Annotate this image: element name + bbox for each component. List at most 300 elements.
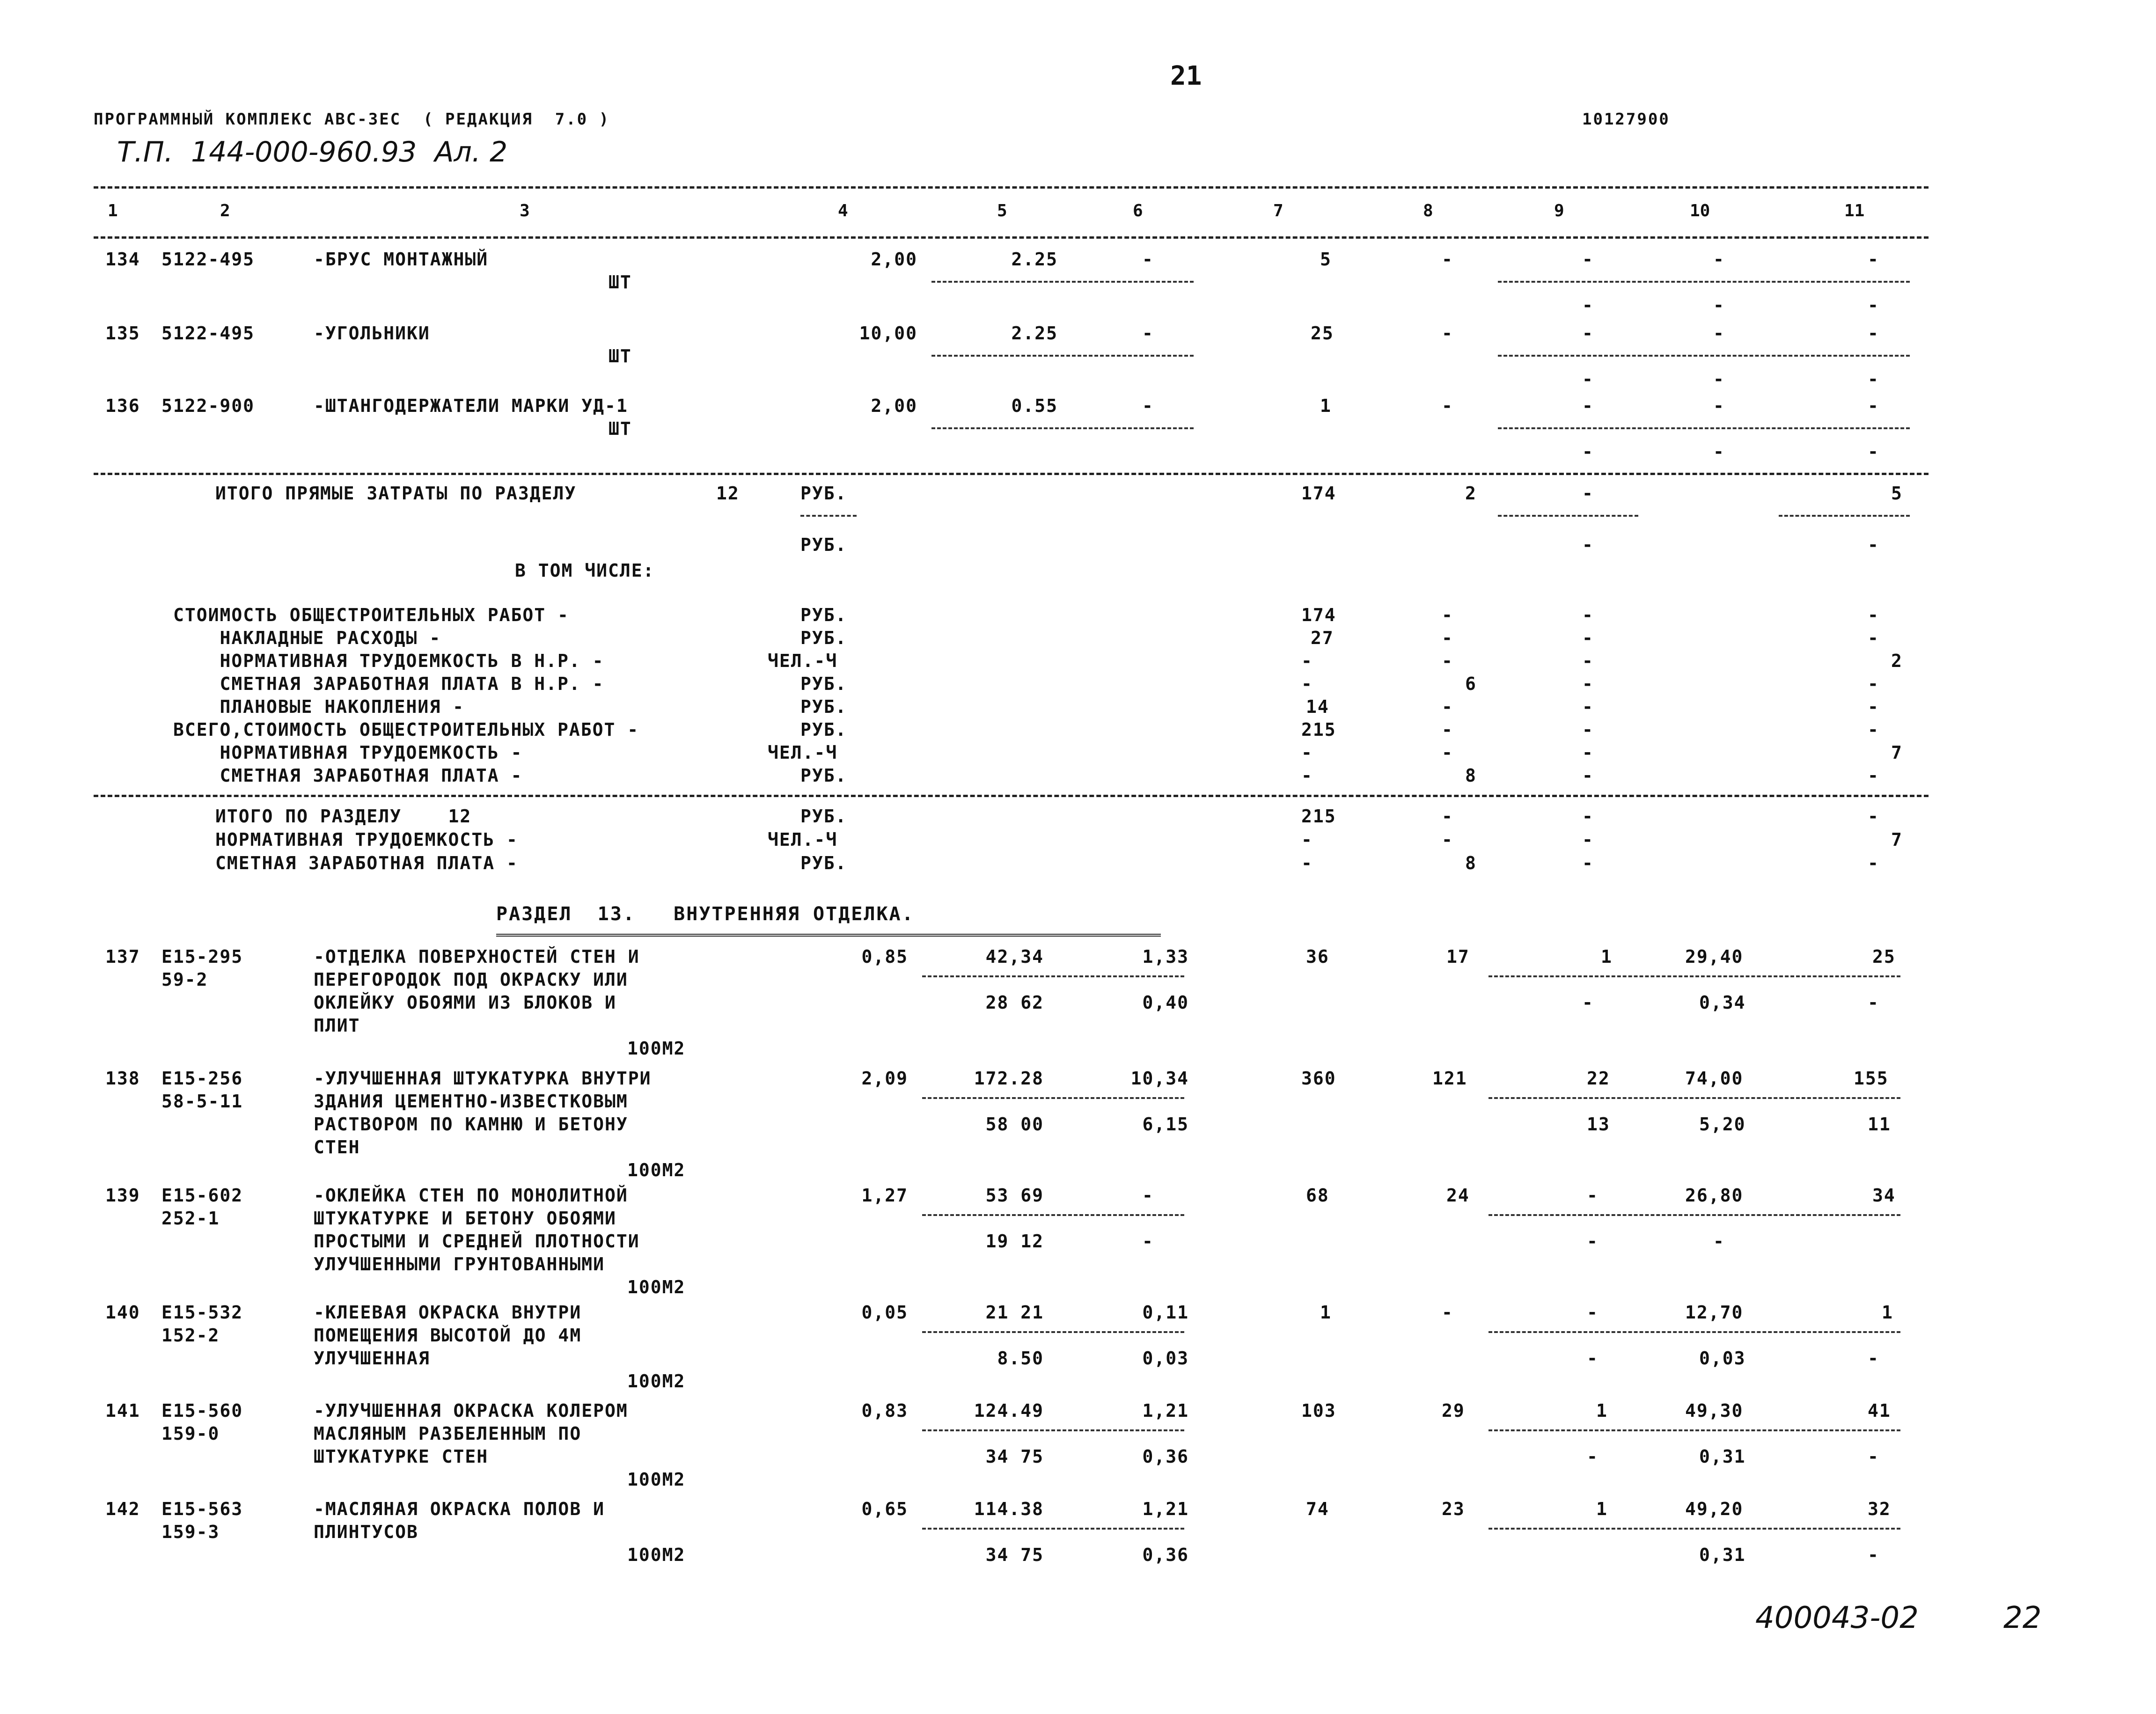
- row-col6: -: [1142, 323, 1154, 344]
- section-title: РАЗДЕЛ 13. ВНУТРЕННЯЯ ОТДЕЛКА.: [496, 903, 915, 925]
- breakdown-label: СМЕТНАЯ ЗАРАБОТНАЯ ПЛАТА В Н.Р. -: [173, 674, 604, 694]
- breakdown-line: [0, 764, 2156, 787]
- row-subrule: [931, 281, 1194, 283]
- breakdown-label: ВСЕГО,СТОИМОСТЬ ОБЩЕСТРОИТЕЛЬНЫХ РАБОТ -: [173, 719, 639, 740]
- table-row: [0, 945, 2156, 1058]
- breakdown-col8: -: [1442, 719, 1453, 740]
- breakdown-label: СМЕТНАЯ ЗАРАБОТНАЯ ПЛАТА -: [173, 765, 523, 786]
- breakdown-col11: -: [1868, 674, 1879, 694]
- row-b9: 13: [1587, 1114, 1610, 1135]
- direct-costs-b11: -: [1868, 535, 1879, 555]
- breakdown-col11: -: [1868, 696, 1879, 717]
- row-col9: -: [1582, 323, 1594, 344]
- breakdown-col8: -: [1442, 651, 1453, 671]
- row-b10: -: [1713, 369, 1725, 389]
- row-b10: 0,31: [1699, 1545, 1746, 1565]
- column-number: 5: [997, 201, 1007, 220]
- table-row: [0, 1399, 2156, 1493]
- row-number: 141: [105, 1400, 140, 1421]
- row-price: 2.25: [1011, 249, 1058, 270]
- row-b10: -: [1713, 441, 1725, 462]
- row-b6: -: [1142, 1231, 1154, 1252]
- row-col7: 5: [1320, 249, 1332, 270]
- row-code: 5122-495: [161, 249, 255, 270]
- breakdown-col11: -: [1868, 628, 1879, 648]
- row-price: 21 21: [985, 1302, 1044, 1323]
- breakdown-col11: -: [1868, 719, 1879, 740]
- row-name-line: ПЛИТ: [314, 1015, 360, 1036]
- column-number: 6: [1133, 201, 1143, 220]
- doc-code-top: 10127900: [1582, 110, 1670, 129]
- row-b6: 0,36: [1142, 1545, 1189, 1565]
- row-col8: -: [1442, 1302, 1453, 1323]
- direct-costs-unit: РУБ.: [800, 483, 847, 504]
- row-name-line: -ОТДЕЛКА ПОВЕРХНОСТЕЙ СТЕН И: [314, 946, 640, 967]
- total-unit: ЧЕЛ.-Ч: [768, 829, 838, 850]
- row-subrule: [922, 1331, 1184, 1333]
- row-b10: 5,20: [1699, 1114, 1746, 1135]
- breakdown-col9: -: [1582, 651, 1594, 671]
- total-col7: 215: [1301, 806, 1336, 827]
- row-name-line: -КЛЕЕВАЯ ОКРАСКА ВНУТРИ: [314, 1302, 582, 1323]
- section-rule: [94, 473, 1929, 475]
- row-col10: -: [1713, 249, 1725, 270]
- row-subrule: [1498, 355, 1910, 357]
- row-number: 142: [105, 1499, 140, 1519]
- row-col11: 41: [1868, 1400, 1891, 1421]
- row-col8: -: [1442, 323, 1453, 344]
- row-qty: 0,65: [861, 1499, 908, 1519]
- row-col7: 25: [1311, 323, 1334, 344]
- col11-subrule: [1779, 515, 1910, 517]
- breakdown-col7: 27: [1311, 628, 1334, 648]
- row-col11: 34: [1872, 1185, 1896, 1206]
- row-col10: 49,30: [1685, 1400, 1744, 1421]
- direct-costs-row-2: [0, 534, 2156, 557]
- row-b11: -: [1868, 1545, 1879, 1565]
- row-unit: ШТ: [609, 418, 632, 439]
- row-b5: 8.50: [997, 1348, 1044, 1369]
- column-number: 10: [1690, 201, 1710, 220]
- row-col7: 68: [1306, 1185, 1329, 1206]
- breakdown-col11: -: [1868, 765, 1879, 786]
- column-number: 4: [838, 201, 848, 220]
- breakdown-col9: -: [1582, 696, 1594, 717]
- breakdown-line: [0, 650, 2156, 673]
- row-price: 124.49: [974, 1400, 1044, 1421]
- breakdown-label: НАКЛАДНЫЕ РАСХОДЫ -: [173, 628, 441, 648]
- breakdown-line: [0, 673, 2156, 696]
- row-price: 114.38: [974, 1499, 1044, 1519]
- breakdown-line: [0, 696, 2156, 718]
- row-subrule: [922, 1214, 1184, 1216]
- breakdown-col9: -: [1582, 765, 1594, 786]
- row-col8: 121: [1432, 1068, 1467, 1089]
- row-b9: -: [1582, 369, 1594, 389]
- breakdown-col8: -: [1442, 742, 1453, 763]
- row-col9: 22: [1587, 1068, 1610, 1089]
- total-unit: РУБ.: [800, 806, 847, 827]
- row-col11: -: [1868, 249, 1879, 270]
- row-b9: -: [1582, 992, 1594, 1013]
- row-number: 135: [105, 323, 140, 344]
- row-col11: -: [1868, 396, 1879, 416]
- row-col7: 36: [1306, 946, 1329, 967]
- row-code2: 152-2: [161, 1325, 220, 1346]
- row-subrule: [1489, 1528, 1900, 1530]
- total-col7: -: [1301, 829, 1313, 850]
- row-b6: 0,03: [1142, 1348, 1189, 1369]
- section-title-underline: [496, 934, 1161, 937]
- breakdown-col7: 174: [1301, 605, 1336, 625]
- row-b5: 19 12: [985, 1231, 1044, 1252]
- direct-costs-unit2: РУБ.: [800, 535, 847, 555]
- breakdown-unit: РУБ.: [800, 719, 847, 740]
- total-label: СМЕТНАЯ ЗАРАБОТНАЯ ПЛАТА -: [215, 853, 518, 873]
- breakdown-col8: 6: [1465, 674, 1477, 694]
- row-code: Е15-256: [161, 1068, 243, 1089]
- row-col6: 1,21: [1142, 1499, 1189, 1519]
- row-name-line: -УЛУЧШЕННАЯ ШТУКАТУРКА ВНУТРИ: [314, 1068, 652, 1089]
- breakdown-unit: РУБ.: [800, 628, 847, 648]
- breakdown-label: НОРМАТИВНАЯ ТРУДОЕМКОСТЬ В Н.Р. -: [173, 651, 604, 671]
- row-col11: 32: [1868, 1499, 1891, 1519]
- row-subrule: [922, 1528, 1184, 1530]
- row-b5: 34 75: [985, 1446, 1044, 1467]
- row-col8: -: [1442, 396, 1453, 416]
- row-name-line: УЛУЧШЕННАЯ: [314, 1348, 430, 1369]
- row-col10: 29,40: [1685, 946, 1744, 967]
- total-line: [0, 828, 2156, 851]
- total-col7: -: [1301, 853, 1313, 873]
- row-price: 42,34: [985, 946, 1044, 967]
- row-col10: -: [1713, 323, 1725, 344]
- row-unit: 100М2: [627, 1277, 686, 1297]
- row-name-line: ШТУКАТУРКЕ СТЕН: [314, 1446, 489, 1467]
- row-price: 0.55: [1011, 396, 1058, 416]
- breakdown-line: [0, 741, 2156, 764]
- including-label: В ТОМ ЧИСЛЕ:: [515, 560, 655, 581]
- row-code2: 252-1: [161, 1208, 220, 1229]
- row-name-line: ШТУКАТУРКЕ И БЕТОНУ ОБОЯМИ: [314, 1208, 616, 1229]
- row-subrule: [1489, 975, 1900, 977]
- section-totals-rule: [94, 795, 1929, 797]
- row-subrule: [922, 975, 1184, 977]
- direct-costs-col11: 5: [1891, 483, 1903, 504]
- row-unit: 100М2: [627, 1038, 686, 1059]
- row-b10: 0,03: [1699, 1348, 1746, 1369]
- breakdown-label: СТОИМОСТЬ ОБЩЕСТРОИТЕЛЬНЫХ РАБОТ -: [173, 605, 569, 625]
- breakdown-col9: -: [1582, 674, 1594, 694]
- row-number: 140: [105, 1302, 140, 1323]
- breakdown-col9: -: [1582, 605, 1594, 625]
- breakdown-col7: -: [1301, 674, 1313, 694]
- row-name-line: РАСТВОРОМ ПО КАМНЮ И БЕТОНУ: [314, 1114, 628, 1135]
- row-name-line: ПЛИНТУСОВ: [314, 1522, 418, 1542]
- row-subrule: [1489, 1331, 1900, 1333]
- row-col7: 1: [1320, 1302, 1332, 1323]
- row-b11: -: [1868, 1348, 1879, 1369]
- row-col10: 49,20: [1685, 1499, 1744, 1519]
- table-row: [0, 1067, 2156, 1179]
- breakdown-col8: -: [1442, 696, 1453, 717]
- total-col9: -: [1582, 806, 1594, 827]
- column-number: 7: [1273, 201, 1283, 220]
- column-number: 9: [1554, 201, 1564, 220]
- row-name-line: ПРОСТЫМИ И СРЕДНЕЙ ПЛОТНОСТИ: [314, 1231, 640, 1252]
- row-name-line: ПЕРЕГОРОДОК ПОД ОКРАСКУ ИЛИ: [314, 969, 628, 990]
- row-col6: -: [1142, 1185, 1154, 1206]
- row-col8: 23: [1442, 1499, 1465, 1519]
- breakdown-col7: -: [1301, 651, 1313, 671]
- total-col9: -: [1582, 853, 1594, 873]
- column-number: 8: [1423, 201, 1433, 220]
- row-price: 2.25: [1011, 323, 1058, 344]
- row-b10: -: [1713, 295, 1725, 315]
- breakdown-line: [0, 604, 2156, 627]
- row-name-line: -ОКЛЕЙКА СТЕН ПО МОНОЛИТНОЙ: [314, 1185, 628, 1206]
- row-code2: 59-2: [161, 969, 208, 990]
- row-col11: 155: [1854, 1068, 1889, 1089]
- row-qty: 0,83: [861, 1400, 908, 1421]
- direct-costs-row: [0, 482, 2156, 505]
- row-unit: 100М2: [627, 1469, 686, 1490]
- row-subrule: [922, 1097, 1184, 1099]
- row-subrule: [922, 1429, 1184, 1431]
- row-col9: -: [1582, 249, 1594, 270]
- row-name-line: УЛУЧШЕННЫМИ ГРУНТОВАННЫМИ: [314, 1254, 605, 1275]
- row-col9: 1: [1596, 1400, 1608, 1421]
- column-number: 3: [520, 201, 530, 220]
- row-col11: 25: [1872, 946, 1896, 967]
- breakdown-col11: 7: [1891, 742, 1903, 763]
- row-col11: 1: [1882, 1302, 1893, 1323]
- row-b11: -: [1868, 992, 1879, 1013]
- row-code: Е15-295: [161, 946, 243, 967]
- breakdown-col8: 8: [1465, 765, 1477, 786]
- row-col6: 10,34: [1130, 1068, 1189, 1089]
- row-subrule: [1498, 281, 1910, 283]
- row-subrule: [931, 355, 1194, 357]
- row-qty: 2,00: [871, 249, 917, 270]
- row-qty: 10,00: [859, 323, 917, 344]
- row-number: 134: [105, 249, 140, 270]
- row-number: 136: [105, 396, 140, 416]
- row-col6: -: [1142, 249, 1154, 270]
- row-name-line: МАСЛЯНЫМ РАЗБЕЛЕННЫМ ПО: [314, 1423, 582, 1444]
- row-name-line: -УГОЛЬНИКИ: [314, 323, 430, 344]
- row-unit: 100М2: [627, 1160, 686, 1180]
- row-b5: 28 62: [985, 992, 1044, 1013]
- row-col11: -: [1868, 323, 1879, 344]
- total-line: [0, 805, 2156, 828]
- row-code: Е15-532: [161, 1302, 243, 1323]
- row-b9: -: [1587, 1231, 1599, 1252]
- row-col7: 1: [1320, 396, 1332, 416]
- row-b5: 34 75: [985, 1545, 1044, 1565]
- row-col8: 24: [1446, 1185, 1470, 1206]
- row-subrule: [1489, 1097, 1900, 1099]
- row-name-line: -УЛУЧШЕННАЯ ОКРАСКА КОЛЕРОМ: [314, 1400, 628, 1421]
- total-label: ИТОГО ПО РАЗДЕЛУ 12: [215, 806, 472, 827]
- breakdown-unit: ЧЕЛ.-Ч: [768, 742, 838, 763]
- footer-page-number: 22: [2003, 1601, 2042, 1635]
- row-qty: 1,27: [861, 1185, 908, 1206]
- row-col10: 12,70: [1685, 1302, 1744, 1323]
- row-code: Е15-560: [161, 1400, 243, 1421]
- footer-document-code: 400043-02: [1755, 1601, 1919, 1635]
- row-col8: -: [1442, 249, 1453, 270]
- row-name-line: -БРУС МОНТАЖНЫЙ: [314, 249, 489, 270]
- total-col11: -: [1868, 853, 1879, 873]
- breakdown-col7: 215: [1301, 719, 1336, 740]
- row-code2: 58-5-11: [161, 1091, 243, 1112]
- row-b11: -: [1868, 295, 1879, 315]
- row-b6: 0,40: [1142, 992, 1189, 1013]
- row-col8: 29: [1442, 1400, 1465, 1421]
- row-name-line: ЗДАНИЯ ЦЕМЕНТНО-ИЗВЕСТКОВЫМ: [314, 1091, 628, 1112]
- breakdown-col9: -: [1582, 742, 1594, 763]
- row-qty: 2,09: [861, 1068, 908, 1089]
- column-number: 1: [108, 201, 118, 220]
- row-col10: -: [1713, 396, 1725, 416]
- row-col7: 74: [1306, 1499, 1329, 1519]
- row-col9: 1: [1596, 1499, 1608, 1519]
- row-qty: 2,00: [871, 396, 917, 416]
- table-row: [0, 1184, 2156, 1296]
- row-qty: 0,05: [861, 1302, 908, 1323]
- direct-costs-section: 12: [716, 483, 740, 504]
- row-subrule: [1498, 427, 1910, 429]
- column-number: 11: [1844, 201, 1865, 220]
- row-col9: -: [1587, 1302, 1599, 1323]
- row-code2: 159-0: [161, 1423, 220, 1444]
- breakdown-col7: 14: [1306, 696, 1329, 717]
- breakdown-label: НОРМАТИВНАЯ ТРУДОЕМКОСТЬ -: [173, 742, 523, 763]
- row-b6: 0,36: [1142, 1446, 1189, 1467]
- total-col11: 7: [1891, 829, 1903, 850]
- row-col9: -: [1582, 396, 1594, 416]
- row-name-line: -МАСЛЯНАЯ ОКРАСКА ПОЛОВ И: [314, 1499, 605, 1519]
- row-b11: -: [1868, 441, 1879, 462]
- direct-costs-col9: -: [1582, 483, 1594, 504]
- total-label: НОРМАТИВНАЯ ТРУДОЕМКОСТЬ -: [215, 829, 518, 850]
- row-col8: 17: [1446, 946, 1470, 967]
- row-col10: 26,80: [1685, 1185, 1744, 1206]
- breakdown-line: [0, 718, 2156, 741]
- row-col6: -: [1142, 396, 1154, 416]
- row-b10: 0,31: [1699, 1446, 1746, 1467]
- table-row: [0, 1301, 2156, 1395]
- row-unit: ШТ: [609, 346, 632, 366]
- row-subrule: [931, 427, 1194, 429]
- row-col6: 1,21: [1142, 1400, 1189, 1421]
- row-price: 53 69: [985, 1185, 1044, 1206]
- total-unit: РУБ.: [800, 853, 847, 873]
- header-rule-top: [94, 186, 1929, 189]
- direct-costs-col7: 174: [1301, 483, 1336, 504]
- row-b11: 11: [1868, 1114, 1891, 1135]
- row-name-line: СТЕН: [314, 1137, 360, 1157]
- row-b9: -: [1582, 295, 1594, 315]
- row-col6: 0,11: [1142, 1302, 1189, 1323]
- row-col9: -: [1587, 1185, 1599, 1206]
- breakdown-line: [0, 627, 2156, 650]
- row-unit: 100М2: [627, 1371, 686, 1392]
- page-number: 21: [1170, 61, 1202, 91]
- row-unit: 100М2: [627, 1545, 686, 1565]
- row-number: 138: [105, 1068, 140, 1089]
- row-subrule: [1489, 1429, 1900, 1431]
- unit-subrule: [800, 515, 857, 517]
- breakdown-label: ПЛАНОВЫЕ НАКОПЛЕНИЯ -: [173, 696, 464, 717]
- row-col10: 74,00: [1685, 1068, 1744, 1089]
- total-col11: -: [1868, 806, 1879, 827]
- total-col8: -: [1442, 806, 1453, 827]
- total-col8: -: [1442, 829, 1453, 850]
- row-name-line: -ШТАНГОДЕРЖАТЕЛИ МАРКИ УД-1: [314, 396, 628, 416]
- row-code: 5122-495: [161, 323, 255, 344]
- row-code: Е15-563: [161, 1499, 243, 1519]
- row-b10: 0,34: [1699, 992, 1746, 1013]
- breakdown-col7: -: [1301, 742, 1313, 763]
- breakdown-col9: -: [1582, 719, 1594, 740]
- row-name-line: ОКЛЕЙКУ ОБОЯМИ ИЗ БЛОКОВ И: [314, 992, 616, 1013]
- total-line: [0, 852, 2156, 875]
- row-b6: 6,15: [1142, 1114, 1189, 1135]
- row-b11: -: [1868, 369, 1879, 389]
- column-number: 2: [220, 201, 230, 220]
- breakdown-col11: 2: [1891, 651, 1903, 671]
- row-code: 5122-900: [161, 396, 255, 416]
- row-number: 139: [105, 1185, 140, 1206]
- row-code2: 159-3: [161, 1522, 220, 1542]
- row-b9: -: [1587, 1446, 1599, 1467]
- breakdown-col8: -: [1442, 628, 1453, 648]
- direct-costs-label: ИТОГО ПРЯМЫЕ ЗАТРАТЫ ПО РАЗДЕЛУ: [215, 483, 577, 504]
- row-subrule: [1489, 1214, 1900, 1216]
- total-col9: -: [1582, 829, 1594, 850]
- breakdown-unit: РУБ.: [800, 765, 847, 786]
- row-col7: 103: [1301, 1400, 1336, 1421]
- header-rule-bottom: [94, 236, 1929, 239]
- row-price: 172.28: [974, 1068, 1044, 1089]
- row-b9: -: [1587, 1348, 1599, 1369]
- breakdown-col7: -: [1301, 765, 1313, 786]
- row-col9: 1: [1601, 946, 1613, 967]
- project-reference: Т.П. 144-000-960.93 Ал. 2: [117, 136, 508, 168]
- row-col7: 360: [1301, 1068, 1336, 1089]
- row-b11: -: [1868, 1446, 1879, 1467]
- breakdown-unit: ЧЕЛ.-Ч: [768, 651, 838, 671]
- row-number: 137: [105, 946, 140, 967]
- program-header: ПРОГРАММНЫЙ КОМПЛЕКС АВС-3ЕС ( РЕДАКЦИЯ 7.0 ): [94, 110, 610, 129]
- table-row: [0, 1498, 2156, 1573]
- row-col6: 1,33: [1142, 946, 1189, 967]
- breakdown-col9: -: [1582, 628, 1594, 648]
- row-b9: -: [1582, 441, 1594, 462]
- breakdown-unit: РУБ.: [800, 674, 847, 694]
- row-code: Е15-602: [161, 1185, 243, 1206]
- breakdown-unit: РУБ.: [800, 605, 847, 625]
- col9-subrule: [1498, 515, 1638, 517]
- direct-costs-col8: 2: [1465, 483, 1477, 504]
- total-col8: 8: [1465, 853, 1477, 873]
- breakdown-unit: РУБ.: [800, 696, 847, 717]
- breakdown-col8: -: [1442, 605, 1453, 625]
- direct-costs-b9: -: [1582, 535, 1594, 555]
- row-b5: 58 00: [985, 1114, 1044, 1135]
